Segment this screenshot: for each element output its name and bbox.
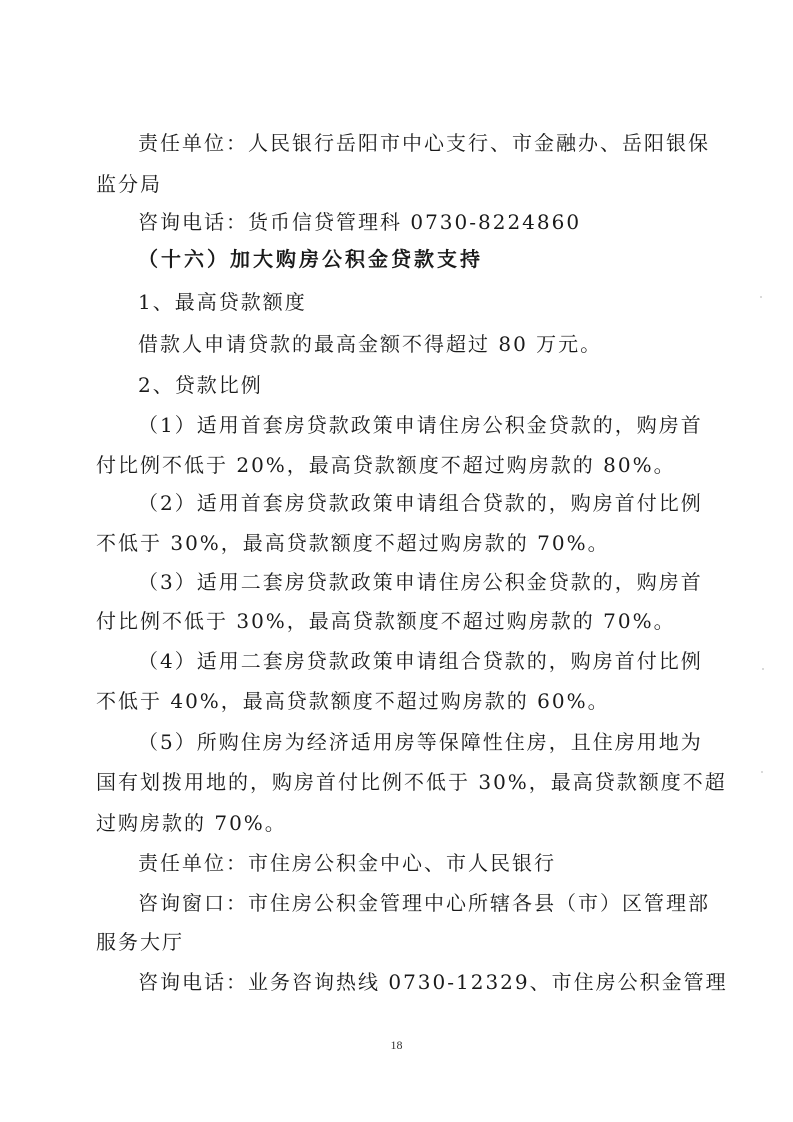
contact-line: 咨询电话：货币信贷管理科 0730-8224860 [138, 210, 582, 234]
contact-line: 咨询电话：业务咨询热线 0730-12329、市住房公积金管理 [138, 970, 728, 994]
paragraph-line: 不低于 30%，最高贷款额度不超过购房款的 70%。 [96, 531, 610, 555]
paragraph-line: 不低于 40%，最高贷款额度不超过购房款的 60%。 [96, 689, 610, 713]
page-number: 18 [390, 1038, 403, 1052]
paragraph-line: （3）适用二套房贷款政策申请住房公积金贷款的，购房首 [138, 570, 703, 594]
paragraph-line: （5）所购住房为经济适用房等保障性住房，且住房用地为 [138, 730, 703, 754]
paragraph-line: 责任单位：人民银行岳阳市中心支行、市金融办、岳阳银保 [138, 131, 710, 155]
paragraph-line: 服务大厅 [96, 930, 184, 954]
scan-speck [762, 668, 764, 670]
section-heading: （十六）加大购房公积金贷款支持 [138, 247, 483, 271]
paragraph-line: 国有划拨用地的，购房首付比例不低于 30%，最高贷款额度不超 [96, 770, 727, 794]
paragraph-line: 监分局 [96, 172, 162, 196]
paragraph-line: 付比例不低于 30%，最高贷款额度不超过购房款的 70%。 [96, 609, 676, 633]
scan-speck [761, 771, 763, 773]
subheading: 2、贷款比例 [138, 373, 263, 397]
paragraph-line: 过购房款的 70%。 [96, 811, 287, 835]
paragraph-line: （1）适用首套房贷款政策申请住房公积金贷款的，购房首 [138, 413, 703, 437]
paragraph-line: （2）适用首套房贷款政策申请组合贷款的，购房首付比例 [138, 491, 703, 515]
paragraph-line: 付比例不低于 20%，最高贷款额度不超过购房款的 80%。 [96, 453, 676, 477]
subheading: 1、最高贷款额度 [138, 290, 307, 314]
scan-speck [760, 296, 762, 298]
paragraph-line: 责任单位：市住房公积金中心、市人民银行 [138, 851, 556, 875]
paragraph-line: 借款人申请贷款的最高金额不得超过 80 万元。 [138, 332, 603, 356]
paragraph-line: （4）适用二套房贷款政策申请组合贷款的，购房首付比例 [138, 649, 703, 673]
paragraph-line: 咨询窗口：市住房公积金管理中心所辖各县（市）区管理部 [138, 891, 710, 915]
